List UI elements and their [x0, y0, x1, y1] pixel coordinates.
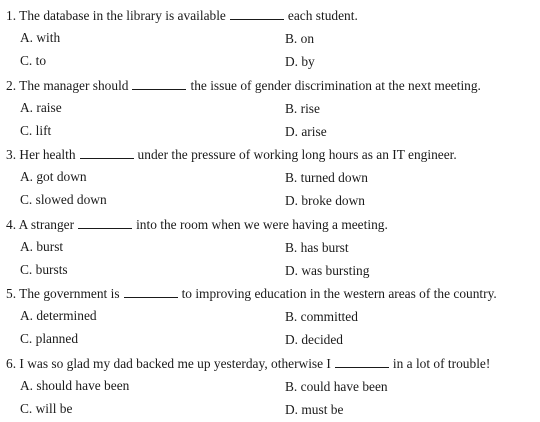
stem-text-after: into the room when we were having a meeting.	[136, 217, 388, 232]
question-number: 6.	[6, 356, 16, 371]
option-b: B. turned down	[285, 171, 368, 184]
answer-blank	[124, 286, 178, 298]
option-b: B. could have been	[285, 380, 388, 393]
question-number: 4.	[6, 217, 16, 232]
stem-text-after: the issue of gender discrimination at the next meeting.	[190, 78, 480, 93]
question-2	[0, 75, 540, 145]
question-number: 3.	[6, 147, 16, 162]
question-1	[0, 5, 540, 75]
question-stem	[6, 78, 481, 92]
stem-text-before: The manager should	[19, 78, 128, 93]
question-number: 5.	[6, 286, 16, 301]
question-4	[0, 214, 540, 284]
option-a: A. with	[20, 31, 60, 44]
stem-text-after: to improving education in the western areas of the country.	[182, 286, 497, 301]
option-d: D. was bursting	[285, 264, 369, 277]
answer-blank	[132, 78, 186, 90]
option-b: B. rise	[285, 102, 320, 115]
question-stem	[6, 8, 358, 22]
option-d: D. by	[285, 55, 315, 68]
option-c: C. bursts	[20, 263, 68, 276]
question-stem	[6, 356, 490, 370]
option-d: D. decided	[285, 333, 343, 346]
option-b: B. committed	[285, 310, 358, 323]
stem-text-before: I was so glad my dad backed me up yesterday, otherwise I	[19, 356, 330, 371]
option-c: C. planned	[20, 332, 78, 345]
option-a: A. raise	[20, 101, 62, 114]
answer-blank	[78, 217, 132, 229]
option-d: D. broke down	[285, 194, 365, 207]
question-6	[0, 353, 540, 422]
answer-blank	[335, 356, 389, 368]
question-number: 1.	[6, 8, 16, 23]
option-a: A. should have been	[20, 379, 129, 392]
option-d: D. must be	[285, 403, 343, 416]
question-5	[0, 283, 540, 353]
stem-text-before: A stranger	[19, 217, 74, 232]
question-stem	[6, 286, 497, 300]
stem-text-before: The government is	[19, 286, 119, 301]
option-c: C. will be	[20, 402, 72, 415]
option-a: A. got down	[20, 170, 87, 183]
option-a: A. determined	[20, 309, 97, 322]
option-b: B. on	[285, 32, 314, 45]
option-c: C. lift	[20, 124, 51, 137]
answer-blank	[230, 8, 284, 20]
question-number: 2.	[6, 78, 16, 93]
option-c: C. slowed down	[20, 193, 107, 206]
stem-text-after: in a lot of trouble!	[393, 356, 490, 371]
option-a: A. burst	[20, 240, 63, 253]
stem-text-after: under the pressure of working long hours as an IT engineer.	[138, 147, 457, 162]
option-b: B. has burst	[285, 241, 349, 254]
option-d: D. arise	[285, 125, 327, 138]
stem-text-before: The database in the library is available	[19, 8, 226, 23]
option-c: C. to	[20, 54, 46, 67]
question-stem	[6, 217, 388, 231]
question-3	[0, 144, 540, 214]
answer-blank	[80, 147, 134, 159]
question-stem	[6, 147, 457, 161]
stem-text-before: Her health	[19, 147, 75, 162]
stem-text-after: each student.	[288, 8, 358, 23]
